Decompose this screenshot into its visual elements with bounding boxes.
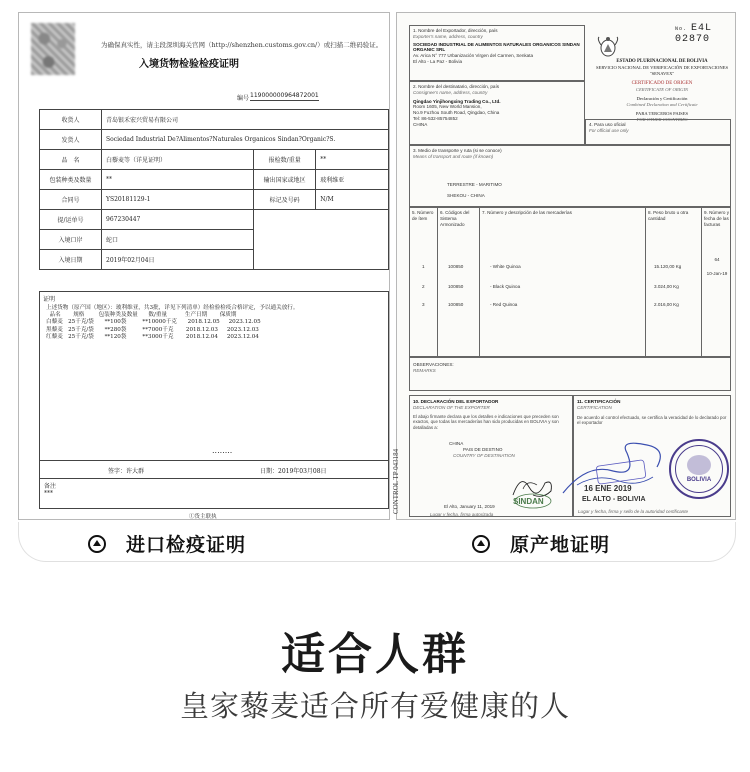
caption-right [472, 530, 610, 557]
origin-country-label: 输出国家或地区 [254, 170, 316, 190]
transport-box: 3. Medio de transporte y ruta (si se conoce) Means of transport and route (if known) TERRESTRE - MARITIMO SHEKOU - CHINA [409, 145, 731, 207]
mark-label: 标记及号码 [254, 190, 316, 210]
consignee-box: 2. Nombre del destinatario, dirección, país Consignee's name, address, country Qingdao Yinjihongxing Trading Co., Ltd. Room 1605, New World Mansion, No.9 Fuzhou South Road, Qingdao, China Tel: 86-532-85754852 CHINA [409, 81, 585, 145]
exporter-declaration-box: 10. DECLARACIÓN DEL EXPORTADOR DECLARATION OF THE EXPORTER El abajo firmante declara que los detalles e indicaciones que preceden son exactos, que todas las mercaderías han sido producidas en BOLIVIA y son detalladas a: CHINA PAIS DE DESTINO COUNTRY OF DESTINATION El Alto, January 11, 2019 Lugar y fecha, firma autorizada [409, 395, 573, 517]
goods-label: 品 名 [40, 150, 102, 170]
caption-bar [0, 522, 750, 562]
table-row [40, 110, 389, 130]
verification-note: 为确保真实性，请主段深圳海关官网（http://shenzhen.customs.gov.cn/）或扫描二维码验证。 [101, 41, 383, 49]
contract-label: 合同号 [40, 190, 102, 210]
certification-text: 上述货物（原产国（地区）：玻利维亚，共3批，详见下列清单）经检验检疫合格评定，予以通关放行。 品名 规格 包装种类及数量 数/重量 生产日期 保质期 白藜麦 25千克/袋 **100袋 **10000千克 2018.12.05 2023.12.05 黑藜麦 25千克/袋 **280袋 **7000千克 2018.12.03 2023.12.03 红藜麦 25千克/袋 **120袋 **3000千克 2018.12.04 2023.12.04 [46, 305, 299, 340]
package-label: 包装种类及数量 [40, 170, 102, 190]
official-use-box: 4. Para uso oficial For official use only [585, 119, 731, 145]
consignor-label: 发货人 [40, 130, 102, 150]
sindan-logo: SINDAN [513, 497, 544, 506]
section-subtitle: 皇家藜麦适合所有爱健康的人 [179, 689, 570, 723]
up-arrow-circle-icon [472, 535, 490, 553]
bl-value: 967230447 [102, 210, 254, 230]
col-desc: 7. Número y descripción de las mercaderías [480, 208, 646, 358]
caption-right-text: 原产地证明 [510, 534, 611, 556]
certifier-signature-icon [557, 433, 677, 503]
consignee-label: 收货人 [40, 110, 102, 130]
cert-number: 119000000964872001 [250, 92, 319, 99]
up-arrow-circle-icon [88, 535, 106, 553]
consignor-value: Sociedad Industrial De?Alimentos?Naturales Organicos Sindan?Organic?S. [102, 130, 389, 150]
origin-header: ESTADO PLURINACIONAL DE BOLIVIA SERVICIO NACIONAL DE VERIFICACIÓN DE EXPORTACIONES "SENAVEX" CERTIFICADO DE ORIGEN CERTIFICATE OF ORIGIN Declaración y Certificación Combined Declaration and Certificate PARA TERCEROS PAISES FOR OTHER COUNTRIES [595, 59, 729, 122]
items-table: 5. Número de ítem 6. Códigos del Sistema Armonizado 7. Número y descripción de las mercaderías 8. Peso bruto u otra cantidad 9. Número y fecha de las facturas 64 10-Jan-19 1 100850 - White Quinoa 15.120,00 Kg 2 100850 - Black Quinoa 3.024,00 Kg 3 100850 - Red Quinoa 2.016,00 Kg [409, 207, 731, 357]
table-row [40, 170, 389, 190]
certification-box [39, 291, 389, 461]
table-row [40, 130, 389, 150]
package-value: ** [102, 170, 254, 190]
sign-date: 日期：2019年03月08日 [260, 468, 327, 475]
certificate-form [39, 109, 389, 270]
contract-value: YS20181129-1 [102, 190, 254, 210]
blank-cell [254, 210, 389, 270]
certification-box: 11. CERTIFICACIÓN CERTIFICATION De acuerdo al control efectuado, se certifica la veracidad de lo declarado por el exportador 16 ENE 2019 EL ALTO - BOLIVIA Lugar y fecha, firma y sello de la autoridad certificante [573, 395, 731, 517]
entry-date-value: 2019年02月04日 [102, 250, 254, 270]
consignee-value: 青岛银禾宏兴贸易有限公司 [102, 110, 389, 130]
control-code: CONTROL TP 043184 [392, 448, 400, 514]
col-invoice: 9. Número y fecha de las facturas 64 10-Jan-19 [704, 210, 730, 277]
port-value: 蛇口 [102, 230, 254, 250]
bolivia-crest-icon [595, 35, 621, 59]
notes-box [39, 479, 389, 509]
caption-left [88, 530, 246, 557]
table-row [40, 210, 389, 230]
col-item: 5. Número de ítem [410, 208, 438, 358]
caption-left-text: 进口检疫证明 [126, 534, 247, 556]
origin-country-value: 玻利维亚 [316, 170, 389, 190]
signature-row [39, 461, 389, 479]
copy-footer: ①货主联执 [189, 514, 217, 520]
mark-value: N/M [316, 190, 389, 210]
signer: 签字：许大群 [108, 468, 145, 475]
notes-value: *** [44, 490, 53, 497]
port-label: 入境口岸 [40, 230, 102, 250]
bolivia-seal-icon: BOLIVIA [669, 439, 729, 499]
entry-date-label: 入境日期 [40, 250, 102, 270]
remarks-box: OBSERVACIONES: REMARKS [409, 357, 731, 391]
inspection-certificate [18, 12, 390, 520]
cert-number-label: 编号 [237, 95, 250, 102]
origin-cert-number: No. E4L 02870 [675, 23, 713, 45]
col-qty: 8. Peso bruto u otra cantidad [646, 208, 702, 358]
qr-code-blurred [31, 23, 75, 75]
weight-value: ** [316, 150, 389, 170]
section-title: 适合人群 [281, 629, 469, 680]
table-row [40, 150, 389, 170]
notes-label: 备注 [44, 483, 57, 490]
exporter-box: 1. Nombre del Exportador, dirección, país Exporter's name, address, country SOCIEDAD INDUSTRIAL DE ALIMENTOS NATURALES ORGANICOS SINDAN ORGANIC SRL Av. Arica N° 777 Urbanización Virgen del Carmen, Senkata El Alto - La Paz - Bolivia [409, 25, 585, 81]
table-row [40, 190, 389, 210]
certification-label: 证明 [43, 296, 56, 303]
weight-label: 报检数/重量 [254, 150, 316, 170]
certificate-title: 入境货物检验检疫证明 [139, 59, 239, 70]
col-code: 6. Códigos del Sistema Armonizado [438, 208, 480, 358]
goods-value: 白藜麦等（详见证明） [102, 150, 254, 170]
bl-label: 提/运单号 [40, 210, 102, 230]
dots: ........ [212, 446, 233, 455]
origin-certificate [396, 12, 736, 520]
